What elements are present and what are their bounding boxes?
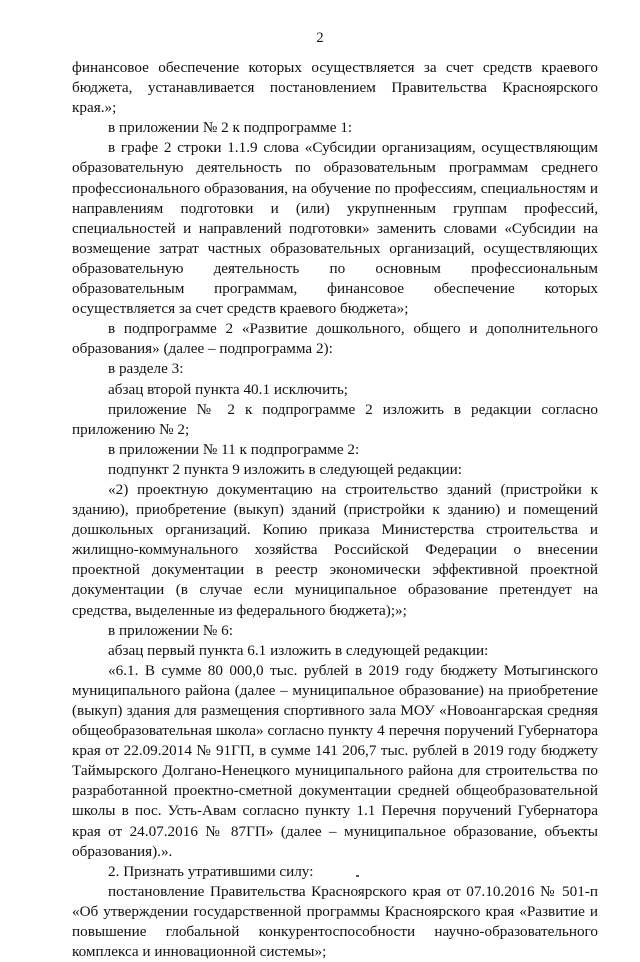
- scan-artifact: [356, 875, 359, 877]
- paragraph-10: «2) проектную документацию на строительство зданий (пристройки к зданию), приобретение (выкуп) зданий (пристройки к зданию) и помещений дошкольных организаций. Копию приказа Министерства строительства и жилищно-коммунального хозяйства Российской Федерации о внесении проектной документации в реестр экономически эффективной проектной документации (в случае если муниципальное образование претендует на средства, выделенные из федерального бюджета);»;: [72, 480, 598, 619]
- paragraph-12: абзац первый пункта 6.1 изложить в следующей редакции:: [108, 641, 489, 659]
- paragraph-5: в разделе 3:: [108, 360, 184, 378]
- paragraph-4: в подпрограмме 2 «Развитие дошкольного, общего и дополнительного образования» (далее – подпрограмма 2):: [72, 320, 598, 358]
- document-body: [72, 58, 598, 962]
- page-number: 2: [316, 30, 324, 46]
- paragraph-7: приложение № 2 к подпрограмме 2 изложить в редакции согласно приложению № 2;: [72, 400, 598, 438]
- paragraph-11: в приложении № 6:: [108, 621, 233, 639]
- paragraph-13: «6.1. В сумме 80 000,0 тыс. рублей в 2019 году бюджету Мотыгинского муниципального района (далее – муниципальное образование) на приобретение (выкуп) здания для размещения спортивного зала МОУ «Новоангарская средняя общеобразовательная школа» согласно пункту 4 перечня поручений Губернатора края от 22.09.2014 № 91ГП, в сумме 141 206,7 тыс. рублей в 2019 году бюджету Таймырского Долгано-Ненецкого муниципального района для строительства по разработанной проектно-сметной документации средней общеобразовательной школы в пос. Усть-Авам согласно пункту 1.1 Перечня поручений Губернатора края от 24.07.2016 № 87ГП» (далее – муниципальное образование, объекты образования).».: [72, 661, 598, 860]
- paragraph-8: в приложении № 11 к подпрограмме 2:: [108, 440, 360, 458]
- paragraph-14: 2. Признать утратившими силу:: [108, 862, 314, 880]
- paragraph-9: подпункт 2 пункта 9 изложить в следующей редакции:: [108, 460, 462, 478]
- paragraph-1: финансовое обеспечение которых осуществляется за счет средств краевого бюджета, устанавливается постановлением Правительства Красноярского края.»;: [72, 59, 598, 117]
- paragraph-2: в приложении № 2 к подпрограмме 1:: [108, 119, 353, 137]
- paragraph-6: абзац второй пункта 40.1 исключить;: [108, 380, 348, 398]
- paragraph-3: в графе 2 строки 1.1.9 слова «Субсидии организациям, осуществляющим образовательную деятельность по образовательным программам среднего профессионального образования, на обучение по профессиям, специальностям и направлениям подготовки и (или) укрупненным группам профессий, специальностей и направлений подготовки» заменить словами «Субсидии на возмещение затрат частных образовательных организаций, осуществляющих образовательную деятельность по основным профессиональным образовательным программам, финансовое обеспечение которых осуществляется за счет средств краевого бюджета»;: [72, 139, 598, 318]
- paragraph-15: постановление Правительства Красноярского края от 07.10.2016 № 501-п «Об утверждении государственной программы Красноярского края «Развитие и повышение глобальной конкурентоспособности научно-образовательного комплекса и инновационной системы»;: [72, 882, 598, 961]
